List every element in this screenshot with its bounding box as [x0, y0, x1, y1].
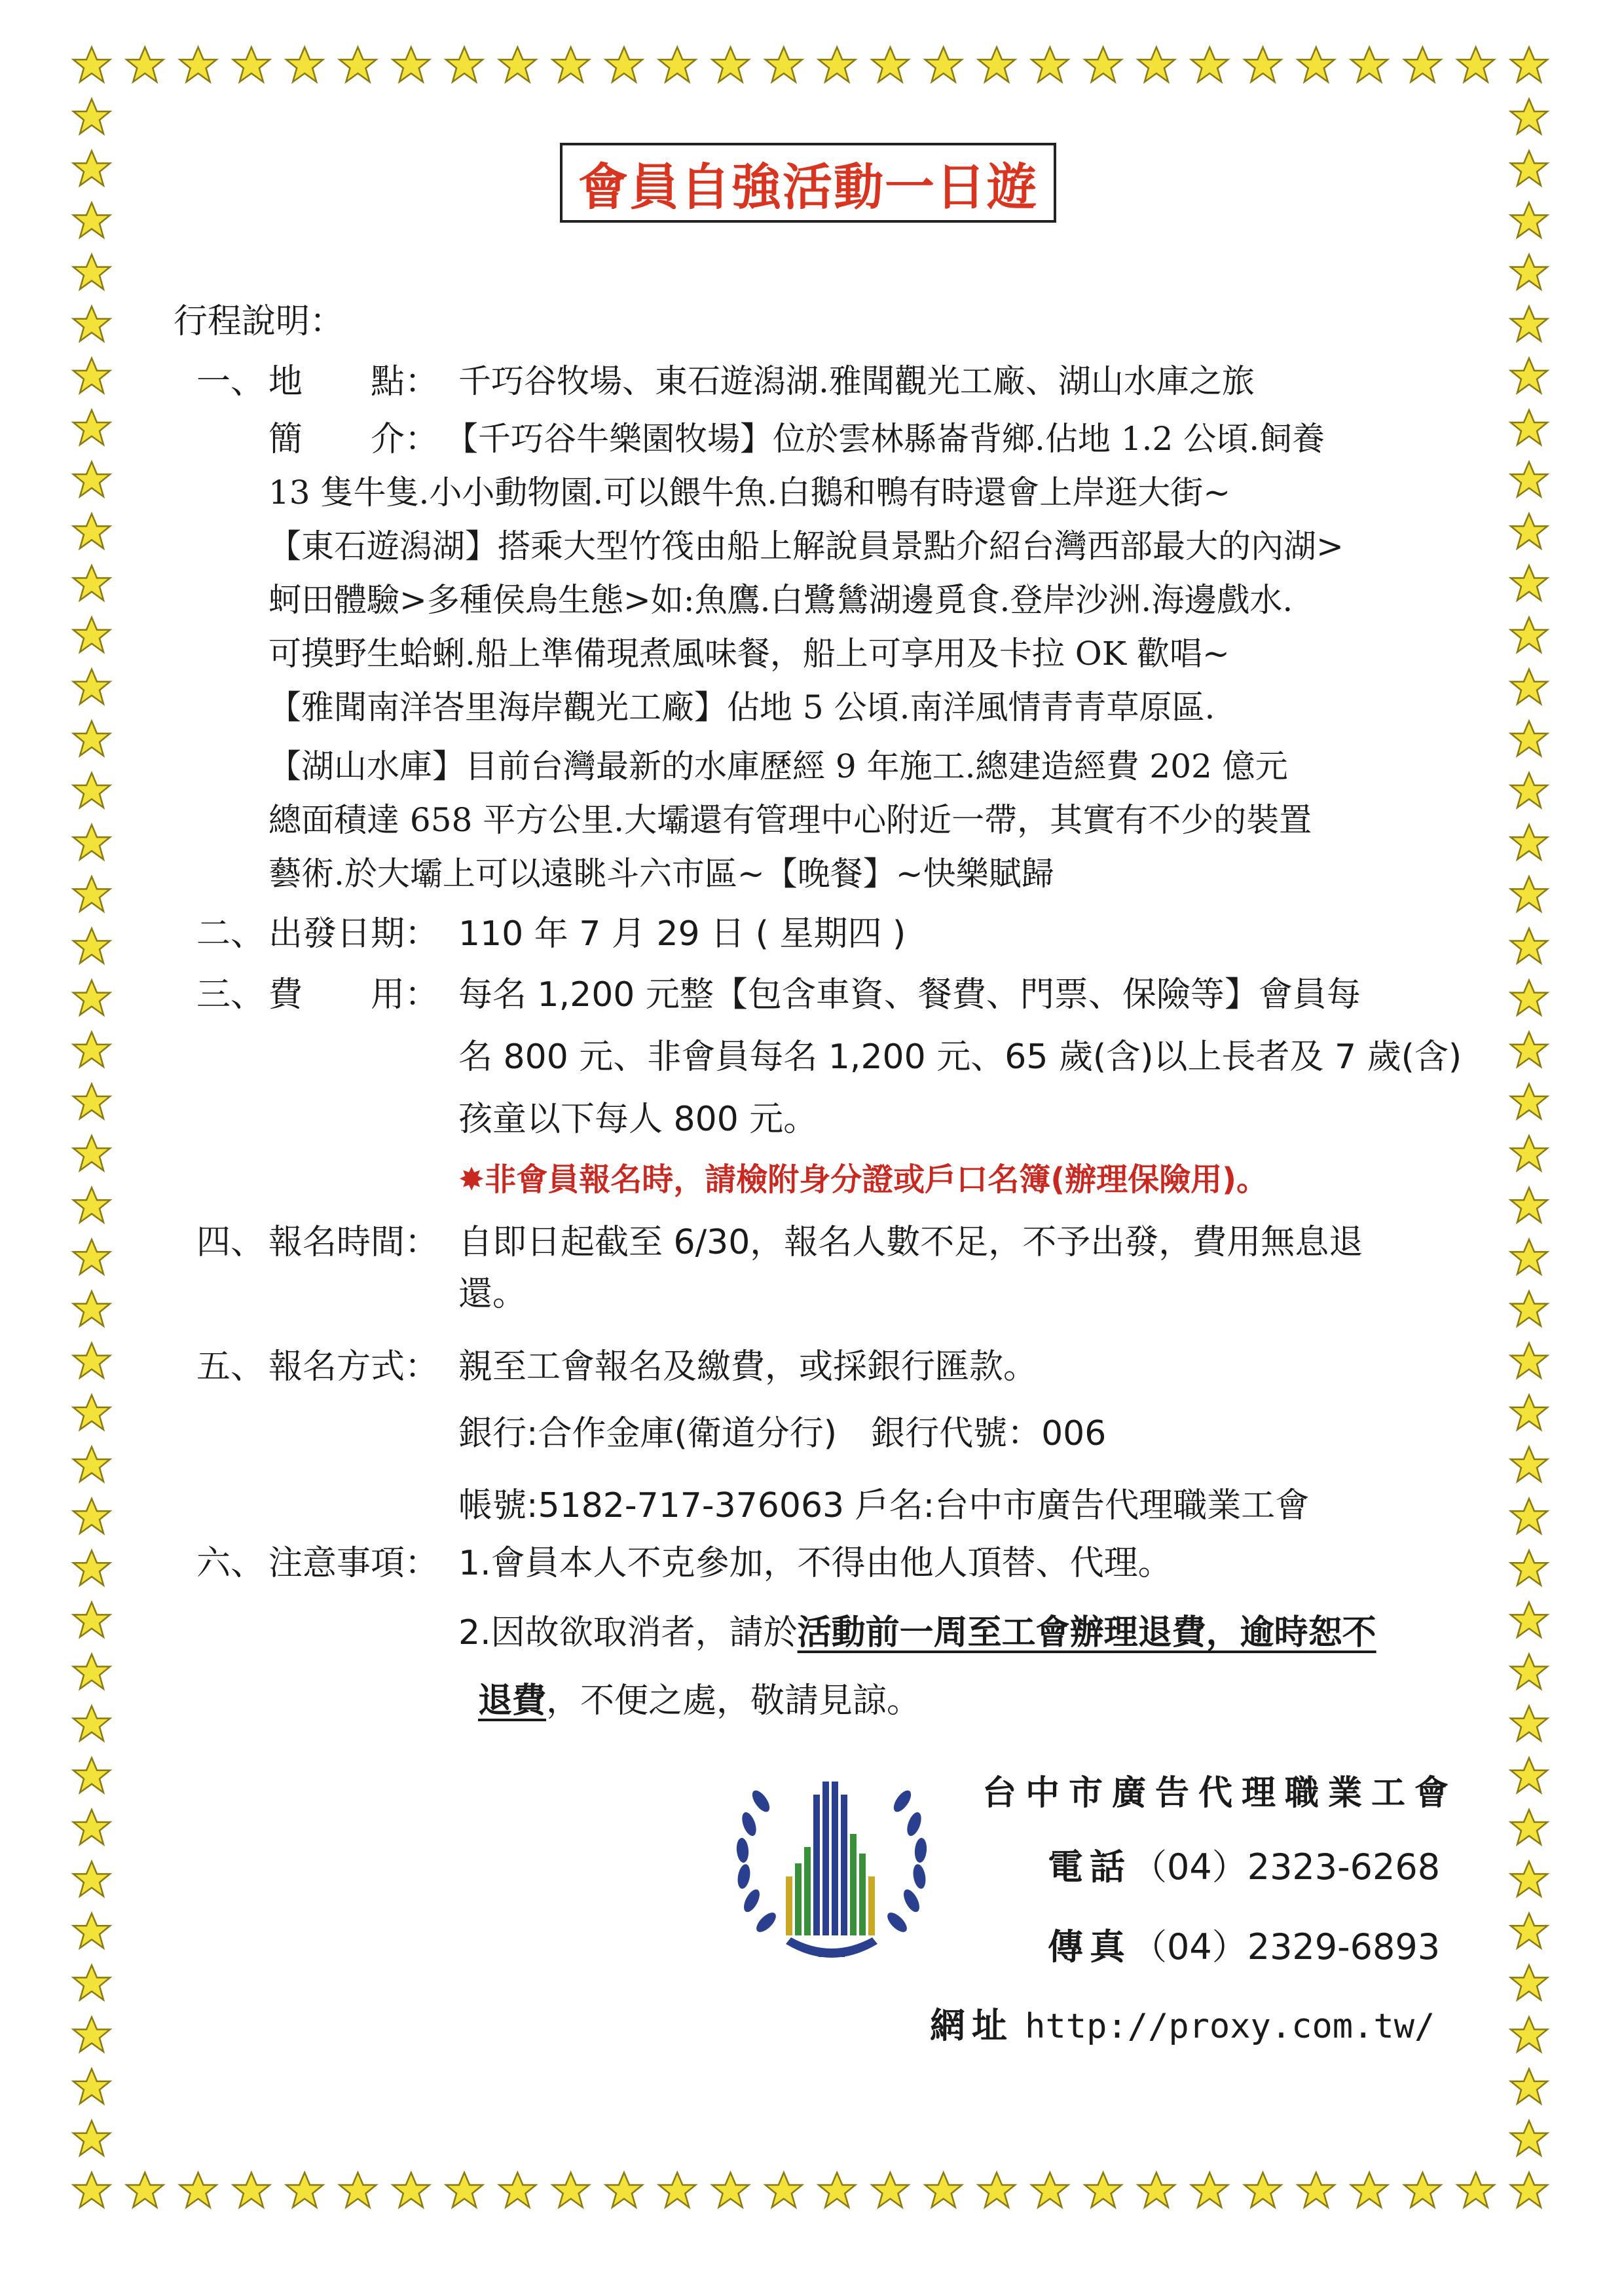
border-star: [73, 410, 110, 445]
item6-label: 注意事項：: [268, 1544, 439, 1583]
border-star: [73, 1758, 110, 1793]
border-star: [1138, 2173, 1175, 2207]
border-star: [1511, 2173, 1547, 2207]
item5-value: 親至工會報名及繳費，或採銀行匯款。: [458, 1347, 1038, 1387]
item3-label: 費 用：: [268, 975, 439, 1015]
footer-web: [930, 1998, 1435, 2048]
item6-note-2-a: 2.因故欲取消者，請於: [458, 1613, 798, 1652]
border-star: [872, 47, 908, 82]
border-star: [1511, 1706, 1547, 1741]
border-star: [180, 2173, 217, 2207]
page-title: 會員自強活動一日遊: [578, 157, 1038, 216]
border-star: [73, 47, 110, 82]
border-star: [606, 47, 642, 82]
border-star: [73, 825, 110, 859]
item1-line-5: 可摸野生蛤蜊.船上準備現煮風味餐，船上可享用及卡拉 OK 歡唱~: [268, 635, 1230, 673]
border-star: [1191, 47, 1228, 82]
border-star: [73, 1032, 110, 1067]
border-star: [73, 1187, 110, 1222]
border-star: [1511, 669, 1547, 704]
border-star: [73, 721, 110, 756]
border-star: [1511, 1965, 1547, 2000]
item3-line-2: 名 800 元、非會員每名 1,200 元、65 歲(含)以上長者及 7 歲(含): [458, 1037, 1462, 1077]
item2-value: 110 年 7 月 29 日 ( 星期四 ): [458, 914, 906, 954]
border-star: [1511, 307, 1547, 341]
border-star: [1511, 202, 1547, 237]
border-star: [73, 565, 110, 600]
web-link[interactable]: http://proxy.com.tw/: [1025, 2007, 1435, 2046]
border-star: [73, 99, 110, 134]
item6-num: 六、: [196, 1544, 265, 1583]
border-star: [73, 669, 110, 704]
border-star: [1191, 2173, 1228, 2207]
border-star: [1511, 565, 1547, 600]
border-star: [1511, 99, 1547, 134]
item6-note-2: [458, 1613, 1376, 1653]
border-star: [1511, 2121, 1547, 2155]
border-star: [126, 2173, 163, 2207]
border-star: [73, 773, 110, 808]
title-box: [560, 143, 1056, 223]
border-star: [659, 47, 695, 82]
border-star: [1138, 47, 1175, 82]
border-star: [712, 2173, 749, 2207]
item5-label: 報名方式：: [268, 1347, 439, 1387]
border-star: [180, 47, 217, 82]
border-star: [1031, 2173, 1068, 2207]
border-star: [73, 1343, 110, 1378]
border-star: [978, 47, 1015, 82]
border-star: [126, 47, 163, 82]
border-star: [393, 47, 430, 82]
border-star: [73, 1965, 110, 2000]
border-star: [1511, 618, 1547, 652]
border-star: [1298, 2173, 1335, 2207]
border-star: [1511, 462, 1547, 496]
border-star: [73, 618, 110, 652]
border-star: [1511, 1654, 1547, 1689]
border-star: [73, 2173, 110, 2207]
border-star: [1511, 1136, 1547, 1170]
item6-note-1: 1.會員本人不克參加，不得由他人頂替、代理。: [458, 1544, 1172, 1583]
border-star: [73, 255, 110, 289]
phone-value: （04）2323-6268: [1132, 1846, 1441, 1888]
border-star: [73, 513, 110, 548]
border-star: [1085, 2173, 1122, 2207]
item1-num: 一、: [196, 362, 265, 401]
item3-note-text: 非會員報名時，請檢附身分證或戶口名簿(辦理保險用)。: [485, 1161, 1268, 1198]
border-star: [606, 2173, 642, 2207]
border-star: [1511, 721, 1547, 756]
item6-note-2-b: 活動前一周至工會辦理退費，逾時恕不: [797, 1613, 1376, 1652]
item1-value: 千巧谷牧場、東石遊潟湖.雅聞觀光工廠、湖山水庫之旅: [458, 362, 1255, 400]
asterisk-icon: ✸: [458, 1161, 485, 1198]
border-star: [1511, 151, 1547, 185]
item4-label: 報名時間：: [268, 1223, 439, 1262]
item3-note: [458, 1161, 1268, 1199]
border-star: [1511, 1447, 1547, 1482]
border-star: [73, 876, 110, 911]
border-star: [1404, 47, 1441, 82]
border-star: [1511, 928, 1547, 963]
border-star: [1458, 2173, 1494, 2207]
border-star: [1511, 876, 1547, 911]
footer-fax: [1048, 1919, 1440, 1969]
item4-num: 四、: [196, 1223, 265, 1262]
border-star: [1511, 513, 1547, 548]
border-star: [73, 980, 110, 1015]
border-star: [1031, 47, 1068, 82]
border-star: [1245, 47, 1282, 82]
border-star: [872, 2173, 908, 2207]
border-star: [73, 1136, 110, 1170]
item2-label: 出發日期：: [268, 914, 439, 954]
item1-line-9: 藝術.於大壩上可以遠眺斗六市區~【晚餐】~快樂賦歸: [268, 855, 1054, 893]
item1-line-2: 13 隻牛隻.小小動物園.可以餵牛魚.白鵝和鴨有時還會上岸逛大街~: [268, 474, 1231, 512]
border-star: [73, 1706, 110, 1741]
border-star: [446, 47, 483, 82]
fax-label: 傳真: [1048, 1926, 1132, 1968]
item5-num: 五、: [196, 1347, 265, 1387]
border-star: [766, 2173, 802, 2207]
item6-note-2-cont: [478, 1681, 921, 1721]
border-star: [73, 1447, 110, 1482]
intro-label: 行程說明：: [174, 302, 344, 341]
border-star: [1511, 1861, 1547, 1896]
border-star: [286, 2173, 323, 2207]
border-star: [925, 2173, 962, 2207]
border-star: [73, 2121, 110, 2155]
border-star: [1458, 47, 1494, 82]
border-star: [1511, 358, 1547, 393]
fax-value: （04）2329-6893: [1132, 1926, 1441, 1968]
border-star: [1511, 1084, 1547, 1119]
border-star: [766, 47, 802, 82]
border-star: [1511, 1913, 1547, 1948]
border-star: [1511, 1758, 1547, 1793]
border-star: [1511, 1187, 1547, 1222]
border-star: [446, 2173, 483, 2207]
border-star: [73, 2017, 110, 2052]
border-star: [1245, 2173, 1282, 2207]
border-star: [73, 307, 110, 341]
border-star: [233, 2173, 270, 2207]
border-star: [1351, 2173, 1388, 2207]
border-star: [1511, 1602, 1547, 1637]
border-star: [1511, 255, 1547, 289]
item1-label: 地 點：: [268, 362, 439, 401]
item2-num: 二、: [196, 914, 265, 954]
border-star: [73, 1550, 110, 1585]
border-star: [73, 1654, 110, 1689]
border-star: [73, 151, 110, 185]
item1-line-6: 【雅聞南洋峇里海岸觀光工廠】佔地 5 公頃.南洋風情青青草原區.: [268, 688, 1215, 726]
border-star: [73, 1499, 110, 1533]
web-label: 網址: [930, 2005, 1014, 2046]
border-star: [1511, 47, 1547, 82]
item1-sub-label: 簡 介：: [268, 420, 439, 459]
item4-line-2: 還。: [458, 1275, 527, 1314]
border-star: [73, 1395, 110, 1430]
border-star: [712, 47, 749, 82]
border-star: [286, 47, 323, 82]
border-star: [553, 2173, 589, 2207]
border-star: [1511, 1032, 1547, 1067]
border-star: [73, 1913, 110, 1948]
item6-note-2-d: ，不便之處，敬請見諒。: [546, 1681, 921, 1721]
item3-num: 三、: [196, 975, 265, 1015]
border-star: [73, 202, 110, 237]
border-star: [1298, 47, 1335, 82]
border-star: [925, 47, 962, 82]
border-star: [819, 47, 855, 82]
border-star: [659, 2173, 695, 2207]
border-star: [1085, 47, 1122, 82]
item5-bank: 銀行:合作金庫(衛道分行) 銀行代號：006: [458, 1414, 1107, 1453]
border-star: [1511, 2017, 1547, 2052]
footer-phone: [1048, 1839, 1440, 1890]
border-star: [978, 2173, 1015, 2207]
border-star: [1511, 2069, 1547, 2104]
item1-line-8: 總面積達 658 平方公里.大壩還有管理中心附近一帶，其實有不少的裝置: [268, 801, 1312, 839]
border-star: [819, 2173, 855, 2207]
border-star: [1511, 1395, 1547, 1430]
item4-line-1: 自即日起截至 6/30，報名人數不足，不予出發，費用無息退: [458, 1223, 1363, 1262]
border-star: [1511, 1550, 1547, 1585]
item1-line-1: 【千巧谷牛樂園牧場】位於雲林縣崙背鄉.佔地 1.2 公頃.飼養: [445, 420, 1325, 458]
item3-line-1: 每名 1,200 元整【包含車資、餐費、門票、保險等】會員每: [458, 975, 1361, 1015]
item1-line-7: 【湖山水庫】目前台灣最新的水庫歷經 9 年施工.總建造經費 202 億元: [268, 747, 1288, 785]
border-star: [1511, 1810, 1547, 1844]
border-star: [73, 1861, 110, 1896]
item6-note-2-c: 退費: [478, 1681, 547, 1721]
border-star: [73, 358, 110, 393]
border-star: [73, 2069, 110, 2104]
border-star: [499, 2173, 536, 2207]
border-star: [499, 47, 536, 82]
item5-account: 帳號:5182-717-376063 戶名:台中市廣告代理職業工會: [458, 1486, 1310, 1525]
border-star: [1511, 825, 1547, 859]
border-star: [73, 1084, 110, 1119]
border-star: [1511, 773, 1547, 808]
footer-org: 台中市廣告代理職業工會: [982, 1774, 1458, 1813]
border-star: [1511, 1499, 1547, 1533]
item1-line-3: 【東石遊潟湖】搭乘大型竹筏由船上解說員景點介紹台灣西部最大的內湖>: [268, 527, 1344, 565]
border-star: [1511, 1292, 1547, 1326]
union-logo: [720, 1755, 943, 1971]
item1-line-4: 蚵田體驗>多種侯鳥生態>如:魚鷹.白鷺鷥湖邊覓食.登岸沙洲.海邊戲水.: [268, 581, 1293, 619]
border-star: [553, 47, 589, 82]
border-star: [1404, 2173, 1441, 2207]
item3-line-3: 孩童以下每人 800 元。: [458, 1100, 818, 1139]
border-star: [73, 462, 110, 496]
border-star: [1511, 1343, 1547, 1378]
border-star: [73, 1239, 110, 1274]
border-star: [339, 47, 376, 82]
border-star: [1511, 980, 1547, 1015]
border-star: [1511, 410, 1547, 445]
border-star: [233, 47, 270, 82]
border-star: [339, 2173, 376, 2207]
phone-label: 電話: [1048, 1846, 1132, 1888]
border-star: [1511, 1239, 1547, 1274]
border-star: [73, 928, 110, 963]
border-star: [73, 1602, 110, 1637]
border-star: [393, 2173, 430, 2207]
border-star: [73, 1810, 110, 1844]
border-star: [73, 1292, 110, 1326]
border-star: [1351, 47, 1388, 82]
